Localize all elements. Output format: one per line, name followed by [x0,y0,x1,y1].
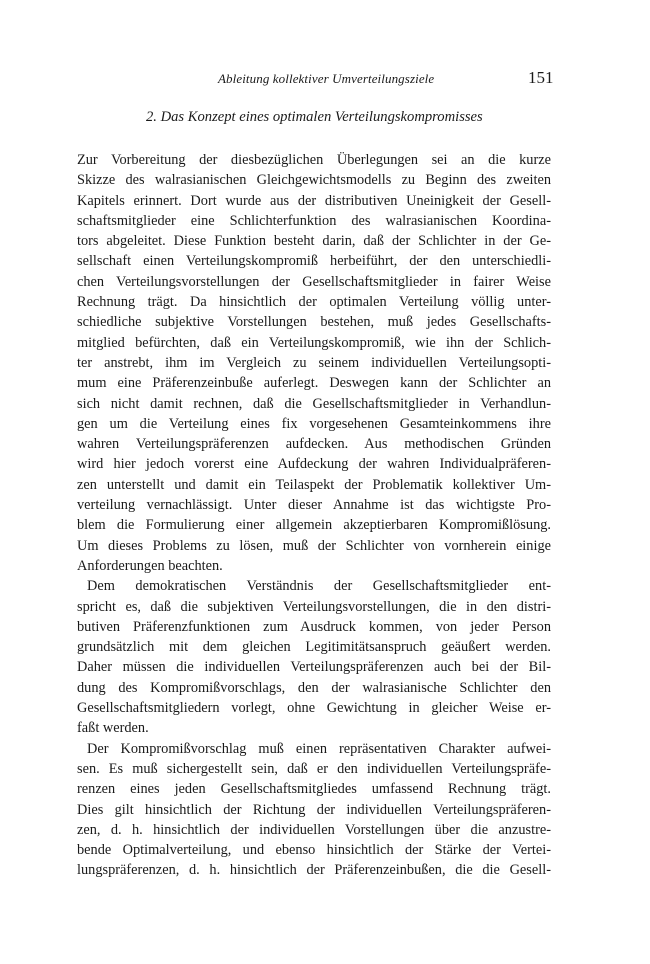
text-line: mum eine Präferenzeinbuße auferlegt. Deswegen kann der Schlichter an [77,375,551,392]
text-line: Daher müssen die individuellen Verteilungspräferenzen auch bei der Bil- [77,659,551,676]
text-line: Zur Vorbereitung der diesbezüglichen Überlegungen sei an die kurze [77,152,551,168]
text-line: sen. Es muß sichergestellt sein, daß er den individuellen Verteilungspräfe- [77,760,551,777]
text-line: blem die Formulierung einer allgemein akzeptierbaren Kompromißlösung. [77,517,551,534]
text-line: mitglied befürchten, daß ein Verteilungskompromiß, wie ihn der Schlich- [77,334,551,351]
text-line: wird hier jedoch vorerst eine Aufdeckung der wahren Individualpräferen- [77,456,551,473]
text-line: Dies gilt hinsichtlich der Richtung der individuellen Verteilungspräferen- [77,801,551,818]
text-line: Um dieses Problems zu lösen, muß der Schlichter von vornherein einige [77,537,551,554]
text-line: chen Verteilungsvorstellungen der Gesellschaftsmitglieder in fairer Weise [77,273,551,290]
text-line: Der Kompromißvorschlag muß einen repräsentativen Charakter aufwei- [87,740,551,757]
text-line: gen um die Verteilung eines fix vorgesehenen Gesamteinkommens ihre [77,415,551,432]
text-line: zen unterstellt und damit ein Teilaspekt der Problematik kollektiver Um- [77,476,551,493]
text-line: Skizze des walrasianischen Gleichgewichtsmodells zu Beginn des zweiten [77,172,551,189]
page-number: 151 [528,68,554,87]
text-line: butiven Präferenzfunktionen zum Ausdruck kommen, von jeder Person [77,618,551,635]
text-line: faßt werden. [77,720,149,737]
text-line: tors abgeleitet. Diese Funktion besteht darin, daß der Schlichter in der Ge- [77,233,551,250]
text-line: schiedliche subjektive Vorstellungen bestehen, muß jedes Gesellschafts- [77,314,551,331]
running-head [0,68,650,90]
text-line: Anforderungen beachten. [77,557,223,574]
body-text [77,150,551,881]
running-title: Ableitung kollektiver Umverteilungsziele [218,71,435,86]
text-line: sellschaft einen Verteilungskompromiß herbeiführt, der den unterschiedli- [77,253,551,270]
text-line: spricht es, daß die subjektiven Verteilungsvorstellungen, die in den distri- [77,598,551,615]
text-line: Gesellschaftsmitgliedern vorlegt, ohne Gewichtung in gleicher Weise er- [77,700,551,717]
text-line: Dem demokratischen Verständnis der Gesellschaftsmitglieder ent- [87,578,551,595]
text-line: schaftsmitglieder eine Schlichterfunktion des walrasianischen Koordina- [77,212,551,229]
section-heading: 2. Das Konzept eines optimalen Verteilungskompromisses [146,109,483,125]
text-line: Rechnung trägt. Da hinsichtlich der optimalen Verteilung völlig unter- [77,294,551,311]
text-line: dung des Kompromißvorschlags, den der walrasianische Schlichter den [77,679,551,696]
text-line: bende Optimalverteilung, und ebenso hinsichtlich der Stärke der Vertei- [77,842,551,859]
text-line: sich nicht damit rechnen, daß die Gesellschaftsmitglieder in Verhandlun- [77,395,551,412]
text-line: ter anstrebt, ihm im Vergleich zu seinem individuellen Verteilungsopti- [77,354,551,371]
text-line: Kapitels erinnert. Dort wurde aus der distributiven Uneinigkeit der Gesell- [77,192,551,209]
text-line: verteilung vernachlässigt. Unter dieser Annahme ist das wichtigste Pro- [77,497,551,514]
text-line: lungspräferenzen, d. h. hinsichtlich der Präferenzeinbußen, die die Gesell- [77,862,551,879]
text-line: grundsätzlich mit dem gleichen Legitimitätsanspruch geäußert werden. [77,639,551,656]
text-line: renzen eines jeden Gesellschaftsmitgliedes umfassend Rechnung trägt. [77,781,551,798]
text-line: zen, d. h. hinsichtlich der individuellen Vorstellungen über die anzustre- [77,821,551,838]
text-line: wahren Verteilungspräferenzen aufdecken. Aus methodischen Gründen [77,436,551,453]
